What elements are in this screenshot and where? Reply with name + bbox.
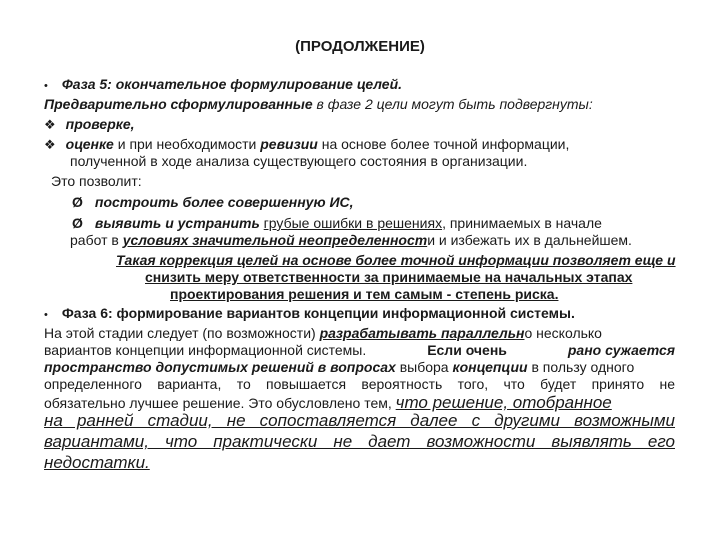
phase6-para-line-2	[44, 342, 675, 359]
p3-text: выбора	[395, 359, 453, 375]
sub-detect-emphasis: выявить и устранить	[94, 215, 260, 231]
diamond-bullet-icon: ❖	[44, 138, 56, 153]
p2-text: вариантов концепции информационной системы.	[44, 342, 367, 358]
bullet-icon: •	[44, 80, 48, 92]
phase6-para-line-6: на ранней стадии, не сопоставляется далее с другими возможными	[44, 411, 675, 430]
p3-rest: в пользу одного	[527, 359, 635, 375]
p2-emphasis: рано сужается	[567, 342, 675, 358]
item-evaluate-text: и при необходимости	[113, 136, 261, 152]
phase5-sub-build	[72, 194, 354, 211]
page-title: (ПРОДОЛЖЕНИЕ)	[295, 38, 425, 55]
p1-text: На этой стадии следует (по возможности)	[44, 325, 320, 341]
bullet-icon: •	[44, 309, 48, 321]
p3-concept: концепции	[452, 359, 528, 375]
item-evaluate-rest: на основе более точной информации,	[317, 136, 570, 152]
sub-detect-rest: , принимаемых в начале	[442, 215, 602, 231]
sub-detect-cont-emphasis: условиях значительной неопределенност	[122, 232, 428, 248]
item-evaluate-emphasis: оценке	[65, 136, 114, 152]
phase6-heading-line	[44, 305, 575, 324]
item-check-text: проверке,	[65, 116, 135, 132]
p1-emphasis: разрабатывать параллельн	[319, 325, 525, 341]
phase5-sub-detect-cont	[70, 232, 632, 249]
sub-build-text: построить более совершенную ИС,	[94, 194, 354, 210]
correction-line-3: проектирования решения и тем самым - степень риска.	[170, 286, 559, 302]
phase5-item-evaluate-cont: полученной в ходе анализа существующего состояния в организации.	[70, 153, 528, 169]
diamond-bullet-icon: ❖	[44, 118, 56, 133]
phase5-heading-line	[44, 76, 402, 95]
arrow-bullet-icon: Ø	[72, 194, 83, 210]
phase5-item-evaluate	[44, 136, 569, 154]
phase6-para-line-7: вариантами, что практически не дает возможности выявлять его	[44, 432, 675, 451]
phase5-intro	[44, 96, 593, 113]
sub-detect-cont-start: работ в	[70, 232, 123, 248]
phase5-sub-detect	[72, 215, 602, 232]
p5-text: обязательно лучшее решение. Это обусловлено тем,	[44, 395, 396, 411]
sub-detect-underlined: грубые ошибки в решениях	[263, 215, 443, 231]
phase6-para-line-8: недостатки.	[44, 453, 150, 472]
phase5-item-check	[44, 116, 135, 134]
phase6-para-line-5	[44, 393, 612, 413]
p2-bold: Если очень	[427, 342, 507, 358]
phase5-heading: Фаза 5: окончательное формулирование целей.	[61, 76, 403, 92]
arrow-bullet-icon: Ø	[72, 215, 83, 231]
p1-rest: о несколько	[524, 325, 602, 341]
item-revision-emphasis: ревизии	[260, 136, 318, 152]
p3-emphasis: пространство допустимых решений в вопросах	[44, 359, 396, 375]
sub-detect-cont-end: и и избежать их в дальнейшем.	[427, 232, 632, 248]
phase6-heading: Фаза 6: формирование вариантов концепции информационной системы.	[61, 305, 575, 321]
phase6-para-line-1	[44, 325, 602, 342]
p5-emphasis: что решение, отобранное	[395, 393, 612, 412]
intro-rest: в фазе 2 цели могут быть подвергнуты:	[312, 96, 593, 112]
phase6-para-line-3	[44, 359, 634, 376]
phase6-para-line-4: определенного варианта, то повышается вероятность того, что будет принято не	[44, 376, 675, 392]
phase5-allows: Это позволит:	[51, 173, 142, 189]
intro-emphasis: Предварительно сформулированные	[44, 96, 313, 112]
correction-line-2: снизить меру ответственности за принимаемые на начальных этапах	[145, 269, 633, 285]
correction-line-1: Такая коррекция целей на основе более точной информации позволяет еще и	[116, 252, 676, 268]
